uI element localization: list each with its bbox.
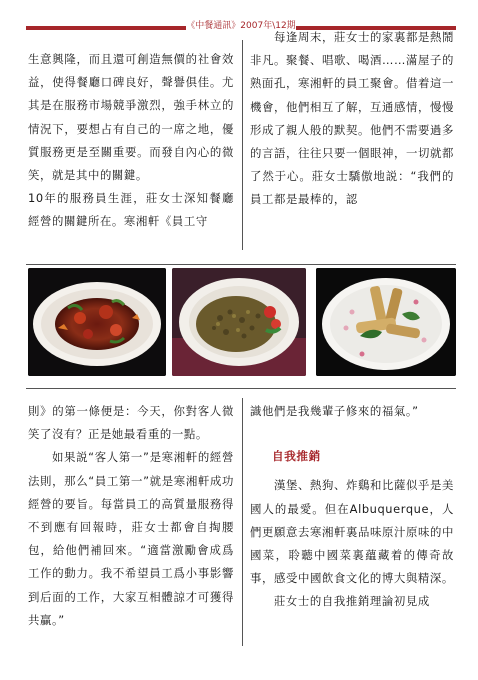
- section-heading: 自我推銷: [272, 449, 321, 464]
- column-divider-top: [242, 40, 243, 250]
- paragraph: 識他們是我幾輩子修來的福氣。”: [250, 404, 419, 418]
- minced-meat-dish-photo: [172, 268, 306, 376]
- paragraph: 莊女士的自我推銷理論初見成: [273, 594, 430, 609]
- paragraph: 10年的服務員生涯，莊女士深知餐廳經營的關鍵所在。寒湘軒《員工守: [28, 191, 234, 229]
- paragraph: 漢堡、熱狗、炸鷄和比薩似乎是美國人的最愛。但在Albuquerque，人們更願意去寒湘軒裏品味原汁原味的中國菜，聆聽中國菜裏蘊藏着的傳奇故事，感受中國飲食文化的博大與精深。: [250, 478, 454, 586]
- paragraph: 每逢周末，莊女士的家裏都是熱鬧非凡。聚餐、唱歌、喝酒……滿屋子的熟面孔，寒湘軒的員工聚會。借着這一機會，他們相互了解，互通感情，慢慢形成了親人般的默契。他們不需要過多的言語，往往只要一個眼神，一切就都了然于心。莊女士驕傲地説：“我們的員工都是最棒的，認: [250, 30, 454, 207]
- text-column-bottom-left: [28, 400, 234, 632]
- text-column-bottom-right: [250, 400, 454, 614]
- paragraph: 如果説“客人第一”是寒湘軒的經營法則，那么“員工第一”就是寒湘軒成功經營的要旨。每當員工的高質量服務得不到應有回報時，莊女士都會自掏腰包，給他們補回來。“適當激勵會成爲工作的動力。我不希望員工爲小事影響到后面的工作，大家互相體諒才可獲得共贏。”: [28, 450, 234, 627]
- header-title: 《中餐通訊》2007年\12期: [186, 21, 296, 31]
- header-bar-left: [26, 26, 186, 30]
- paragraph: 生意興隆，而且還可創造無價的社會效益，使得餐廳口碑良好，聲譽俱佳。尤其是在服務市場競爭激烈，強手林立的情況下，要想占有自己的一席之地，優質服務更是至關重要。而發自內心的微笑，就是其中的關鍵。: [28, 52, 234, 183]
- photo-rule-bottom: [26, 388, 456, 389]
- paragraph: 則》的第一條便是：今天，你對客人微笑了沒有？正是她最看重的一點。: [28, 404, 234, 442]
- photo-rule-top: [26, 264, 456, 265]
- stir-fry-dish-photo: [28, 268, 166, 376]
- text-column-top-left: [28, 48, 234, 234]
- text-column-top-right: [250, 26, 454, 212]
- rolled-appetizer-dish-photo: [316, 268, 456, 376]
- column-divider-bottom: [242, 398, 243, 646]
